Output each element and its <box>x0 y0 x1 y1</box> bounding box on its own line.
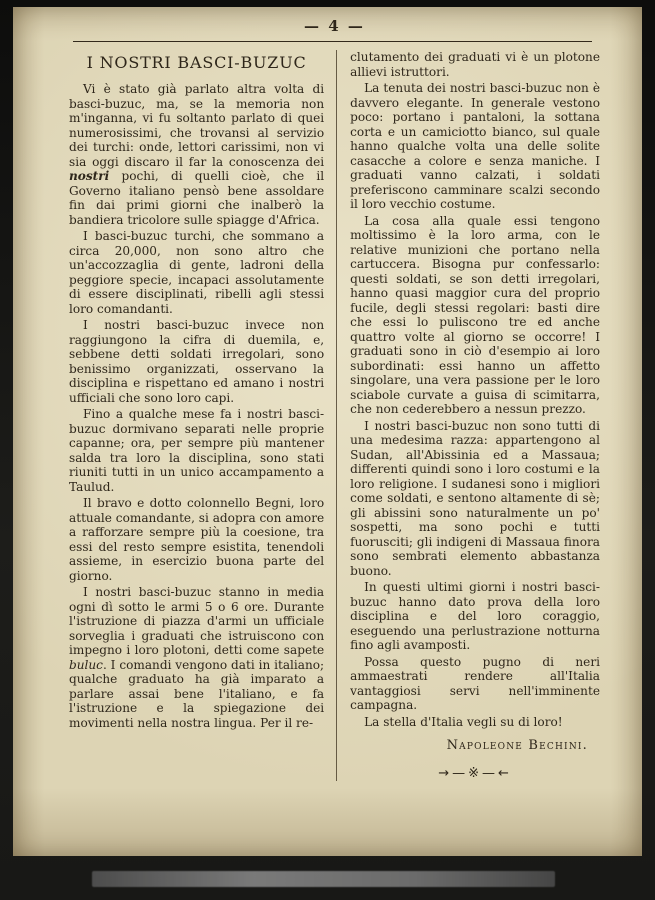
page-number: — 4 — <box>304 17 365 35</box>
newspaper-page <box>13 7 642 856</box>
body-text: La cosa alla quale essi tengono moltissimo è la loro arma, con le relative munizioni che portano nella cartuccera. Bisogna pur confessarlo: questi soldati, se son detti irregolari, hanno quasi maggior cura del proprio fucile, degli stessi regolari: basti dire che essi lo puliscono tre ed anche quattro volte al giorno se occorre! I graduati sono in ciò d'esempio ai loro subordinati: essi hanno un affetto singolare, una vera passione per le loro sciabole curvate a guisa di scimitarra, che non cederebbero a nessun prezzo. <box>350 213 600 416</box>
paragraph <box>69 229 324 316</box>
end-ornament: →—※—← <box>438 766 512 781</box>
right-column-paragraphs <box>350 50 600 729</box>
paragraph <box>350 214 600 417</box>
body-text: I basci-buzuc turchi, che sommano a circa 20,000, non sono altro che un'accozzaglia di gente, ladroni della peggiore specie, incapaci assolutamente di essere disciplinati, ribelli agli stessi loro comandanti. <box>69 229 325 316</box>
body-text: La stella d'Italia vegli su di loro! <box>364 714 563 729</box>
article-title: I NOSTRI BASCI-BUZUC <box>86 53 307 72</box>
paragraph <box>350 419 600 579</box>
emphasized-text: buluc <box>69 657 103 672</box>
body-text: clutamento dei graduati vi è un plotone allievi istruttori. <box>350 50 600 79</box>
scan-artifact-strip <box>92 871 555 887</box>
paragraph <box>350 50 600 79</box>
body-text: . I comandi vengono dati in italiano; qualche graduato ha già imparato a parlare assai bene l'italiano, e fa l'istruzione e la spiegazione dei movimenti nella nostra lingua. Per il re- <box>69 657 325 730</box>
paragraph <box>69 585 324 730</box>
paragraph <box>69 318 324 405</box>
columns <box>69 50 600 781</box>
left-column <box>69 50 337 781</box>
body-text: Il bravo e dotto colonnello Begni, loro attuale comandante, si adopra con amore a rafforzare sempre più la coesione, tra essi del resto sempre esistita, tenendoli assieme, in esercizio buona parte del giorno. <box>69 496 325 583</box>
body-text: pochi, di quelli cioè, che il Governo italiano pensò bene assoldare fin dai primi giorni che inalberò la bandiera tricolore sulle spiagge d'Africa. <box>69 169 325 227</box>
left-column-paragraphs <box>69 82 324 730</box>
paragraph <box>69 82 324 227</box>
paragraph <box>350 655 600 713</box>
body-text: Fino a qualche mese fa i nostri basci-buzuc dormivano separati nelle proprie capanne; ora, per sempre più mantener salda tra loro la disciplina, sono stati riuniti tutti in un unico accampamento a Taulud. <box>69 407 325 494</box>
body-text: Possa questo pugno di neri ammaestrati rendere all'Italia vantaggiosi servi nell'imminente campagna. <box>350 654 600 712</box>
emphasized-text: nostri <box>69 169 110 183</box>
body-text: I nostri basci-buzuc non sono tutti di una medesima razza: appartengono al Sudan, all'Abissinia ed a Massaua; differenti quindi sono i loro costumi e la loro religione. I sudanesi sono i migliori come soldati, e sentono altamente di sè; gli abissini sono naturalmente un po' sospetti, ma sono pochi e tutti fuorusciti; gli indigeni di Massaua finora sono sembrati elemento abbastanza buono. <box>350 418 600 578</box>
paragraph <box>69 407 324 494</box>
body-text: La tenuta dei nostri basci-buzuc non è davvero elegante. In generale vestono poco: portano i pantaloni, la sottana corta e un camiciotto bianco, sul quale hanno qualche volta una delle solite casacche a colore e senza maniche. I graduati vanno calzati, i soldati preferiscono camminare scalzi secondo il loro vecchio costume. <box>350 81 600 211</box>
body-text: In questi ultimi giorni i nostri basci-buzuc hanno dato prova della loro disciplina e del loro coraggio, eseguendo una perlustrazione notturna fino agli avamposti. <box>350 580 600 652</box>
right-column <box>337 50 600 781</box>
body-text: Vi è stato già parlato altra volta di basci-buzuc, ma, se la memoria non m'inganna, vi fu soltanto parlato di quei numerosissimi, che trovansi al servizio dei turchi: onde, lettori carissimi, non vi sia oggi discaro il far la conoscenza dei <box>69 82 325 169</box>
body-text: I nostri basci-buzuc stanno in media ogni dì sotto le armi 5 o 6 ore. Durante l'istruzione di piazza d'armi un ufficiale sorveglia i graduati che istruiscono con impegno i loro plotoni, detti come sapete <box>69 585 325 657</box>
paragraph <box>350 81 600 212</box>
paragraph <box>69 496 324 583</box>
paragraph <box>350 580 600 653</box>
header-rule <box>73 41 592 42</box>
paragraph <box>350 715 600 730</box>
body-text: I nostri basci-buzuc invece non raggiungono la cifra di duemila, e, sebbene detti soldati irregolari, sono benissimo organizzati, osservano la disciplina e rispettano ed amano i nostri ufficiali che sono loro capi. <box>69 318 325 405</box>
author-signature: Napoleone Bechini. <box>446 738 588 753</box>
